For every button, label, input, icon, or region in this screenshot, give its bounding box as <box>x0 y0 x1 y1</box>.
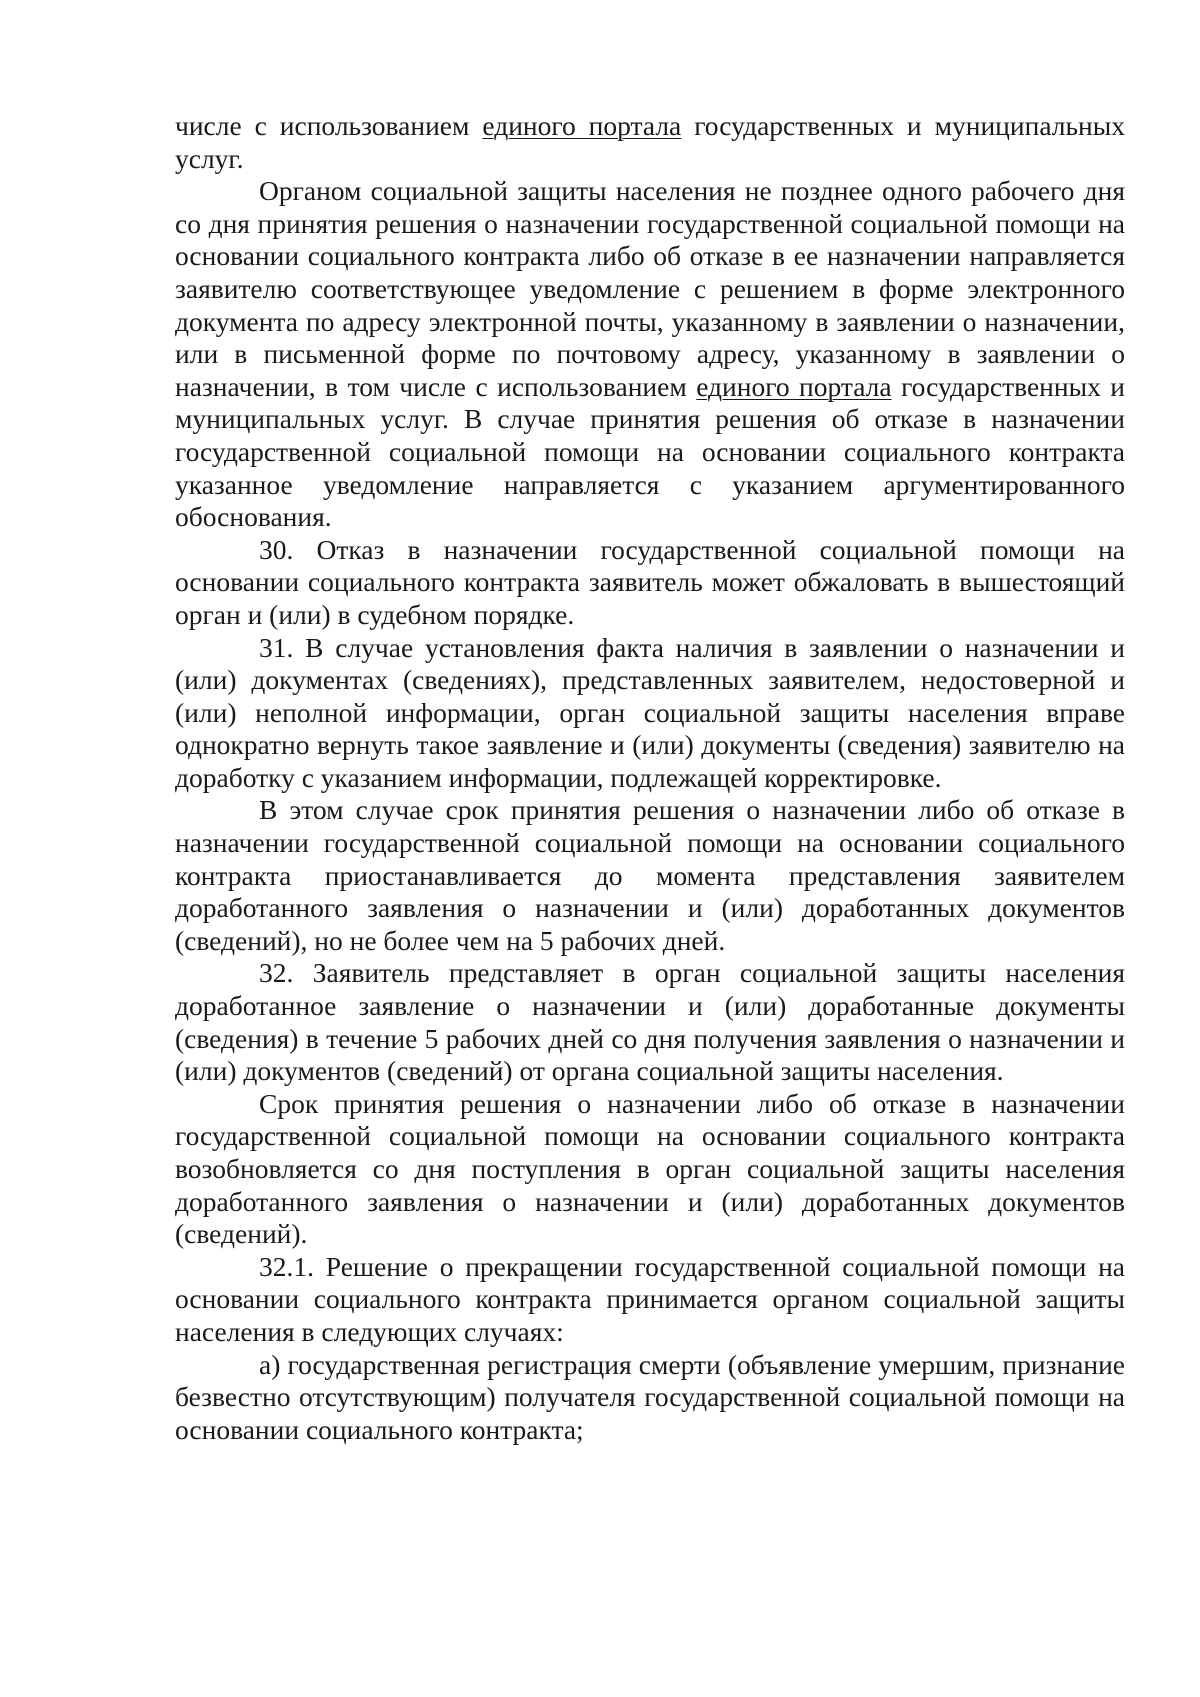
paragraph-text: 31. В случае установления факта наличия в заявлении о назначении и (или) документах (сведениях), представленных заявителем, недостоверной и (или) неполной информации, орган социальной защиты населения вправе однократно вернуть такое заявление и (или) документы (сведения) заявителю на доработку с указанием информации, подлежащей корректировке. <box>175 631 1125 793</box>
document-page <box>175 110 1125 1446</box>
paragraph-text: числе с использованием <box>175 110 483 141</box>
document-paragraph <box>175 632 1125 795</box>
document-paragraph <box>175 534 1125 632</box>
document-paragraph <box>175 794 1125 957</box>
document-paragraph <box>175 1251 1125 1349</box>
paragraph-text: государственных и муниципальных услуг. <box>175 110 1125 174</box>
document-paragraph <box>175 110 1125 175</box>
paragraph-text: государственных и муниципальных услуг. В случае принятия решения об отказе в назначении государственной социальной помощи на основании социального контракта указанное уведомление направляется с указанием аргументированного обоснования. <box>175 370 1125 533</box>
portal-link[interactable]: единого портала <box>696 370 892 402</box>
document-paragraph <box>175 957 1125 1087</box>
paragraph-text: Органом социальной защиты населения не позднее одного рабочего дня со дня принятия решения о назначении государственной социальной помощи на основании социального контракта либо об отказе в ее назначении направляется заявителю соответствующее уведомление с решением в форме электронного документа по адресу электронной почты, указанному в заявлении о назначении, или в письменной форме по почтовому адресу, указанному в заявлении о назначении, в том числе с использованием <box>175 175 1125 402</box>
document-paragraph <box>175 175 1125 534</box>
document-paragraph <box>175 1349 1125 1447</box>
paragraph-text: 32. Заявитель представляет в орган социальной защиты населения доработанное заявление о назначении и (или) доработанные документы (сведения) в течение 5 рабочих дней со дня получения заявления о назначении и (или) документов (сведений) от органа социальной защиты населения. <box>175 957 1125 1087</box>
document-paragraph <box>175 1088 1125 1251</box>
paragraph-text: В этом случае срок принятия решения о назначении либо об отказе в назначении государственной социальной помощи на основании социального контракта приостанавливается до момента представления заявителем доработанного заявления о назначении и (или) доработанных документов (сведений), но не более чем на 5 рабочих дней. <box>175 794 1125 956</box>
paragraph-text: а) государственная регистрация смерти (объявление умершим, признание безвестно отсутствующим) получателя государственной социальной помощи на основании социального контракта; <box>175 1348 1125 1445</box>
paragraph-text: 32.1. Решение о прекращении государственной социальной помощи на основании социального контракта принимается органом социальной защиты населения в следующих случаях: <box>175 1250 1125 1347</box>
portal-link[interactable]: единого портала <box>482 110 682 141</box>
paragraph-text: Срок принятия решения о назначении либо об отказе в назначении государственной социальной помощи на основании социального контракта возобновляется со дня поступления в орган социальной защиты населения доработанного заявления о назначении и (или) доработанных документов (сведений). <box>175 1087 1125 1250</box>
paragraph-text: 30. Отказ в назначении государственной социальной помощи на основании социального контракта заявитель может обжаловать в вышестоящий орган и (или) в судебном порядке. <box>175 533 1125 630</box>
